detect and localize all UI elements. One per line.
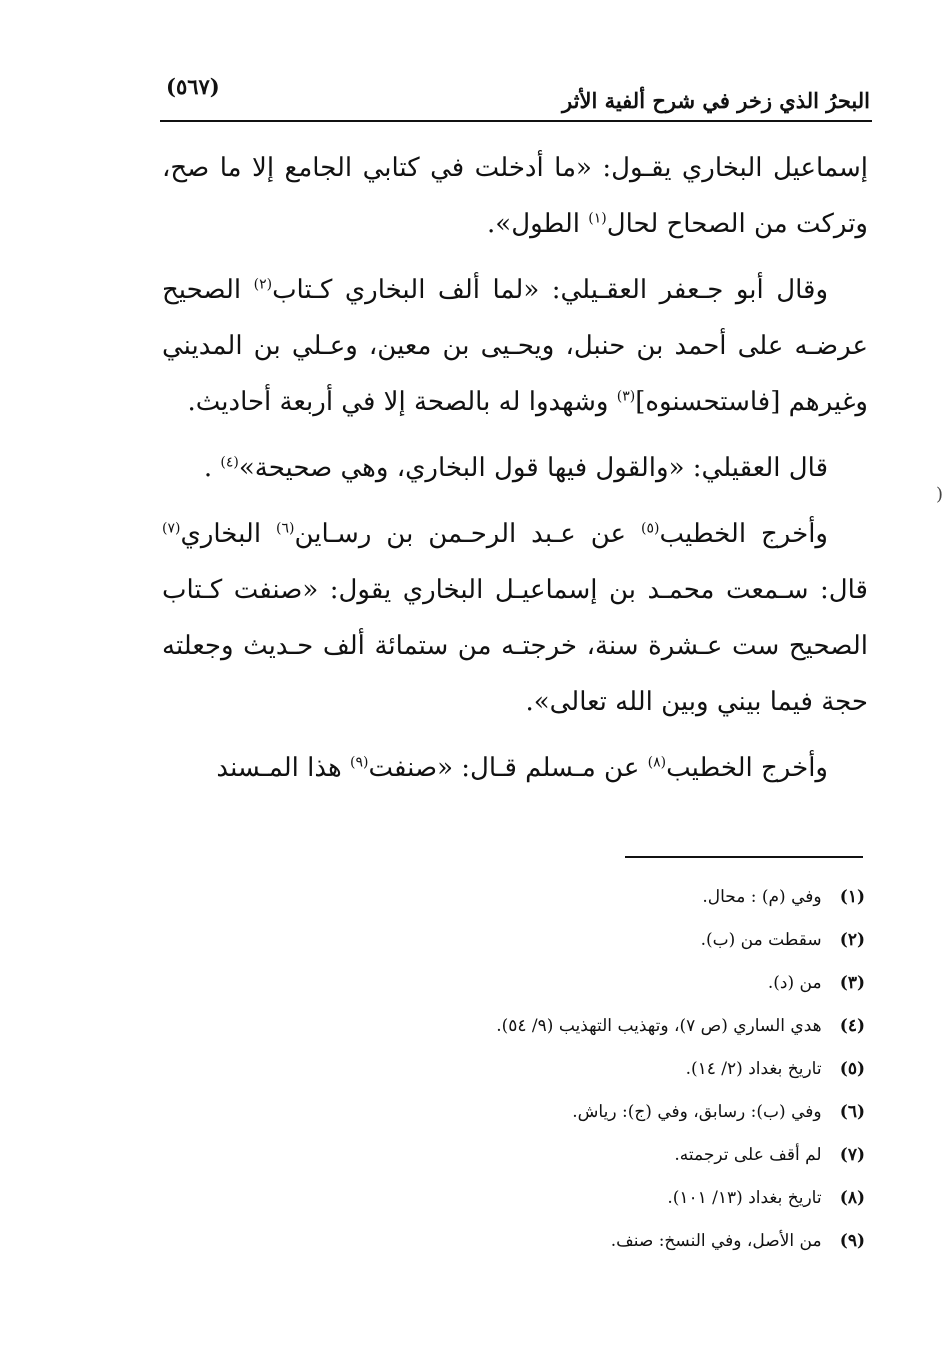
footnote-number: (٢) — [839, 930, 865, 950]
footnote-text: هدي الساري (ص ٧)، وتهذيب التهذيب (٩/ ٥٤). — [496, 1016, 822, 1036]
margin-mark: ) — [936, 484, 944, 505]
footnote — [200, 1005, 865, 1048]
footnote-number: (٥) — [839, 1059, 865, 1079]
footnotes — [200, 876, 865, 1263]
footnote-number: (٦) — [839, 1102, 865, 1122]
running-header — [160, 70, 870, 120]
footnote — [200, 962, 865, 1005]
text-run: قال العقيلي: «والقول فيها قول البخاري، وهي صحيحة» — [238, 453, 828, 483]
footnote — [200, 1177, 865, 1220]
text-run: الطول». — [487, 209, 589, 239]
footnote — [200, 1048, 865, 1091]
text-run: عن عـبد الرحـمن بن رسـاين — [294, 519, 641, 549]
text-run: عن مـسلم قـال: «صنفت — [368, 753, 648, 783]
footnote-reference: (٨) — [647, 754, 667, 771]
text-run: الصحيح عرضـه على أحمد بن حنبل، ويحـيى بن معين، وعـلي بن المديني وغيرهم [فاستحسنوه] — [162, 275, 868, 417]
footnote — [200, 919, 865, 962]
footnote-number: (٤) — [839, 1016, 865, 1036]
footnote-text: سقطت من (ب). — [700, 930, 822, 950]
page-number: (٥٦٧) — [166, 74, 220, 99]
footnote — [200, 1134, 865, 1177]
footnote-text: تاريخ بغداد (١٣/ ١٠١). — [667, 1188, 822, 1208]
footnote-number: (١) — [839, 887, 865, 907]
text-run: إسماعيل البخاري يقـول: «ما أدخلت في كتابي الجامع إلا ما صح، وتركت من الصحاح لحال — [162, 153, 868, 239]
footnote-reference: (١) — [588, 210, 607, 227]
footnote-reference: (٦) — [276, 520, 295, 537]
footnote-reference: (٤) — [220, 454, 239, 471]
footnote-separator — [625, 856, 863, 858]
footnote-number: (٩) — [839, 1231, 865, 1251]
text-run: وشهدوا له بالصحة إلا في أربعة أحاديث. — [187, 387, 617, 417]
footnote — [200, 876, 865, 919]
paragraph — [162, 140, 868, 252]
paragraph — [162, 440, 868, 496]
text-run: قال: سـمعت محمـد بن إسماعيـل البخاري يقول: «صنفت كـتاب الصحيح ست عـشرة سنة، خرجتـه من ستمائة ألف حـديث وجعلته حجة فيما بيني وبين الله تعالى». — [162, 575, 868, 717]
footnote — [200, 1220, 865, 1263]
footnote-text: من الأصل، وفي النسخ: صنف. — [610, 1231, 822, 1251]
footnote-number: (٣) — [839, 973, 865, 993]
footnote-text: وفي (م) : محال. — [702, 887, 822, 907]
footnote — [200, 1091, 865, 1134]
footnote-text: تاريخ بغداد (٢/ ١٤). — [685, 1059, 822, 1079]
footnote-reference: (٩) — [350, 754, 369, 771]
header-rule — [160, 120, 872, 122]
text-run: وقال أبو جـعفر العقـيلي: «لما ألف البخاري كـتاب — [272, 275, 829, 305]
footnote-reference: (٣) — [616, 388, 636, 405]
text-run: البخاري — [180, 519, 276, 549]
footnote-number: (٨) — [839, 1188, 865, 1208]
footnote-number: (٧) — [839, 1145, 865, 1165]
paragraph — [162, 740, 868, 796]
footnote-reference: (٧) — [162, 520, 181, 537]
text-run: وأخرج الخطيب — [666, 753, 828, 783]
text-run: وأخرج الخطيب — [659, 519, 828, 549]
footnote-text: من (د). — [767, 973, 822, 993]
book-title: البحرُ الذي زخر في شرح ألفية الأثر — [562, 88, 870, 113]
footnote-reference: (٥) — [640, 520, 660, 537]
text-run: . — [203, 453, 221, 483]
main-text — [162, 140, 868, 806]
paragraph — [162, 506, 868, 730]
footnote-reference: (٢) — [253, 276, 273, 293]
footnote-text: وفي (ب): رسابق، وفي (ج): رياش. — [572, 1102, 822, 1122]
text-run: هذا المـسند — [216, 753, 351, 783]
footnote-text: لم أقف على ترجمته. — [674, 1145, 822, 1165]
paragraph — [162, 262, 868, 430]
